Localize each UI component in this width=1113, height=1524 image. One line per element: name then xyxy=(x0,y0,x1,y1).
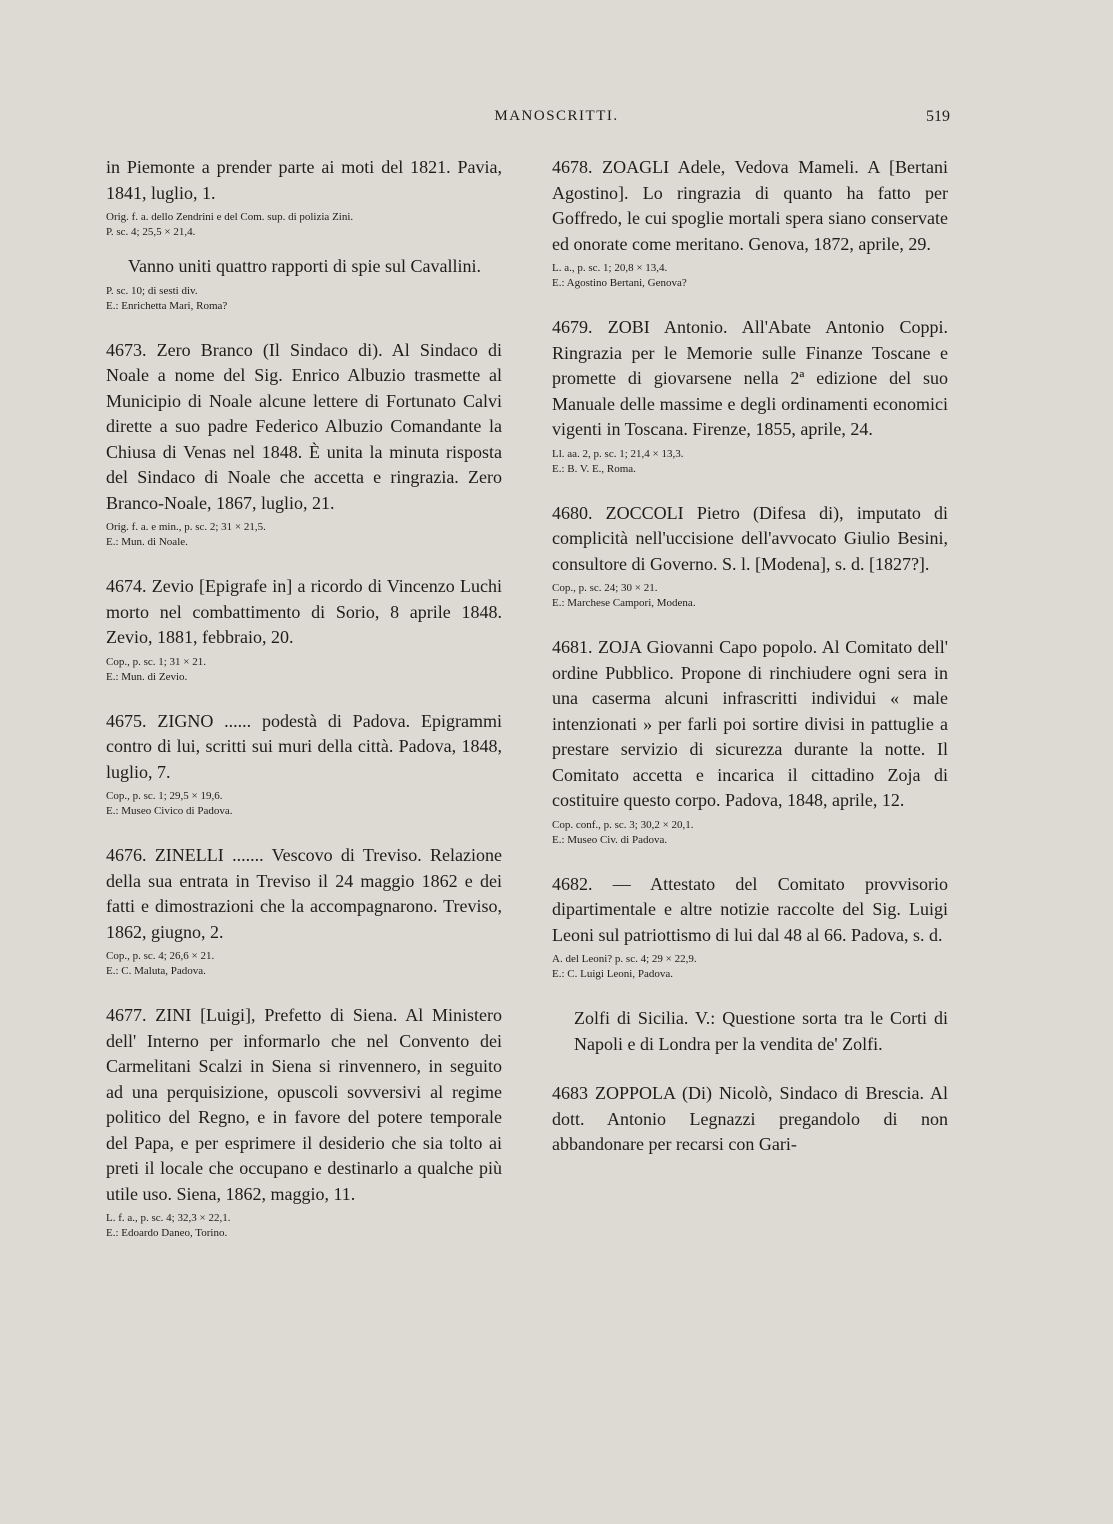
entry xyxy=(552,155,948,291)
entry xyxy=(106,338,502,551)
entry-text: Vanno uniti quattro rapporti di spie sul Cavallini. xyxy=(128,256,481,276)
entry xyxy=(552,1006,948,1057)
entry-note: E.: C. Luigi Leoni, Padova. xyxy=(552,968,673,980)
entry-note: L. a., p. sc. 1; 20,8 × 13,4. xyxy=(552,262,668,274)
entry-note: E.: Enrichetta Mari, Roma? xyxy=(106,299,228,312)
page-number: 519 xyxy=(926,108,950,125)
entry xyxy=(106,574,502,685)
entry-text: 4682. — Attestato del Comitato provvisorio dipartimentale e altre notizie raccolte del Sig. Luigi Leoni sul patriottismo di lui dal 48 al 66. Padova, s. d. xyxy=(552,873,948,945)
entry-note: Orig. f. a. e min., p. sc. 2; 31 × 21,5. xyxy=(106,521,266,533)
entry-note: A. del Leoni? p. sc. 4; 29 × 22,9. xyxy=(552,953,697,965)
entry-note: E.: Mun. di Zevio. xyxy=(106,670,188,683)
entry-note: E.: Agostino Bertani, Genova? xyxy=(552,277,687,289)
entry xyxy=(106,709,502,820)
entry-text: 4681. ZOJA Giovanni Capo popolo. Al Comitato dell' ordine Pubblico. Propone di rinchiudere ogni sera in una caserma alcuni infrascritti individui « male intenzionati » per farli poi sortire divisi in pattuglie a prestare servizio di sicurezza durante la notte. Il Comitato accetta e incarica il cittadino Zoja di costituire questo corpo. Padova, 1848, aprile, 12. xyxy=(552,637,948,810)
right-column xyxy=(552,155,948,1182)
entry-text: 4675. ZIGNO ...... podestà di Padova. Epigrammi contro di lui, scritti sui muri della città. Padova, 1848, luglio, 7. xyxy=(106,710,502,782)
entry-text: 4676. ZINELLI ....... Vescovo di Treviso. Relazione della sua entrata in Treviso il 24 maggio 1862 e dei fatti e dimostrazioni che la accompagnarono. Treviso, 1862, giugno, 2. xyxy=(106,845,502,942)
entry xyxy=(552,315,948,477)
entry-note: Orig. f. a. dello Zendrini e del Com. sup. di polizia Zini. xyxy=(106,211,354,223)
entry-note: E.: Museo Civico di Padova. xyxy=(106,805,233,817)
entry-note: Cop. conf., p. sc. 3; 30,2 × 20,1. xyxy=(552,818,694,831)
entry-text: 4683 ZOPPOLA (Di) Nicolò, Sindaco di Brescia. Al dott. Antonio Legnazzi pregandolo di non abbandonare per recarsi con Gari- xyxy=(552,1083,948,1154)
entry-note: E.: C. Maluta, Padova. xyxy=(106,965,206,977)
entry-note: Cop., p. sc. 1; 29,5 × 19,6. xyxy=(106,790,223,802)
entry-note: E.: Edoardo Daneo, Torino. xyxy=(106,1227,228,1239)
entry-note: P. sc. 4; 25,5 × 21,4. xyxy=(106,226,196,238)
entry-note: L. f. a., p. sc. 4; 32,3 × 22,1. xyxy=(106,1212,231,1224)
entry xyxy=(106,1003,502,1241)
entry-note: Cop., p. sc. 4; 26,6 × 21. xyxy=(106,950,215,962)
entry-text: 4679. ZOBI Antonio. All'Abate Antonio Coppi. Ringrazia per le Memorie sulle Finanze Toscane e promette di giovarsene nella 2ª edizione del suo Manuale delle massime e degli ordinamenti economici vigenti in Toscana. Firenze, 1855, aprile, 24. xyxy=(552,317,948,439)
entry-text: in Piemonte a prender parte ai moti del 1821. Pavia, 1841, luglio, 1. xyxy=(106,157,502,203)
entry-text: Zolfi di Sicilia. V.: Questione sorta tra le Corti di Napoli e di Londra per la vendita de' Zolfi. xyxy=(574,1008,948,1054)
entry-note: E.: Mun. di Noale. xyxy=(106,536,188,548)
entry xyxy=(552,501,948,612)
entry-note: Cop., p. sc. 24; 30 × 21. xyxy=(552,582,658,594)
entry xyxy=(106,155,502,240)
entry-note: E.: B. V. E., Roma. xyxy=(552,462,636,475)
entry xyxy=(552,635,948,848)
entry xyxy=(552,872,948,983)
left-column xyxy=(106,155,502,1265)
entry-note: P. sc. 10; di sesti div. xyxy=(106,284,198,297)
entry-text: 4677. ZINI [Luigi], Prefetto di Siena. Al Ministero dell' Interno per informarlo che nel Convento dei Carmelitani Scalzi in Siena si rinvennero, in seguito ad una perquisizione, opuscoli sovversivi al regime politico del Regno, e in favore del potere temporale del Papa, e per esprimere il desiderio che sia tolto ai preti il locale che occupano e destinarlo a qualche più utile uso. Siena, 1862, maggio, 11. xyxy=(106,1005,502,1204)
running-title: MANOSCRITTI. xyxy=(494,108,619,124)
entry-note: E.: Marchese Campori, Modena. xyxy=(552,597,696,609)
entry xyxy=(106,843,502,979)
entry-text: 4678. ZOAGLI Adele, Vedova Mameli. A [Bertani Agostino]. Lo ringrazia di quanto ha fatto per Goffredo, le cui spoglie mortali spera siano conservate ed onorate come meritano. Genova, 1872, aprile, 29. xyxy=(552,157,948,254)
entry-note: E.: Museo Civ. di Padova. xyxy=(552,833,668,846)
entry xyxy=(552,1081,948,1158)
entry xyxy=(106,254,502,314)
entry-note: Ll. aa. 2, p. sc. 1; 21,4 × 13,3. xyxy=(552,447,684,460)
entry-note: Cop., p. sc. 1; 31 × 21. xyxy=(106,655,207,668)
entry-text: 4674. Zevio [Epigrafe in] a ricordo di Vincenzo Luchi morto nel combattimento di Sorio, 8 aprile 1848. Zevio, 1881, febbraio, 20. xyxy=(106,576,502,647)
entry-text: 4680. ZOCCOLI Pietro (Difesa di), imputato di complicità nell'uccisione dell'avvocato Giulio Besini, consultore di Governo. S. l. [Modena], s. d. [1827?]. xyxy=(552,502,948,574)
entry-text: 4673. Zero Branco (Il Sindaco di). Al Sindaco di Noale a nome del Sig. Enrico Albuzio trasmette al Municipio di Noale alcune lettere di Fortunato Calvi dirette a suo padre Federico Albuzio Comandante la Chiusa di Venas nel 1848. È unita la minuta risposta del Sindaco di Noale che accetta e ringrazia. Zero Branco-Noale, 1867, luglio, 21. xyxy=(106,339,502,513)
